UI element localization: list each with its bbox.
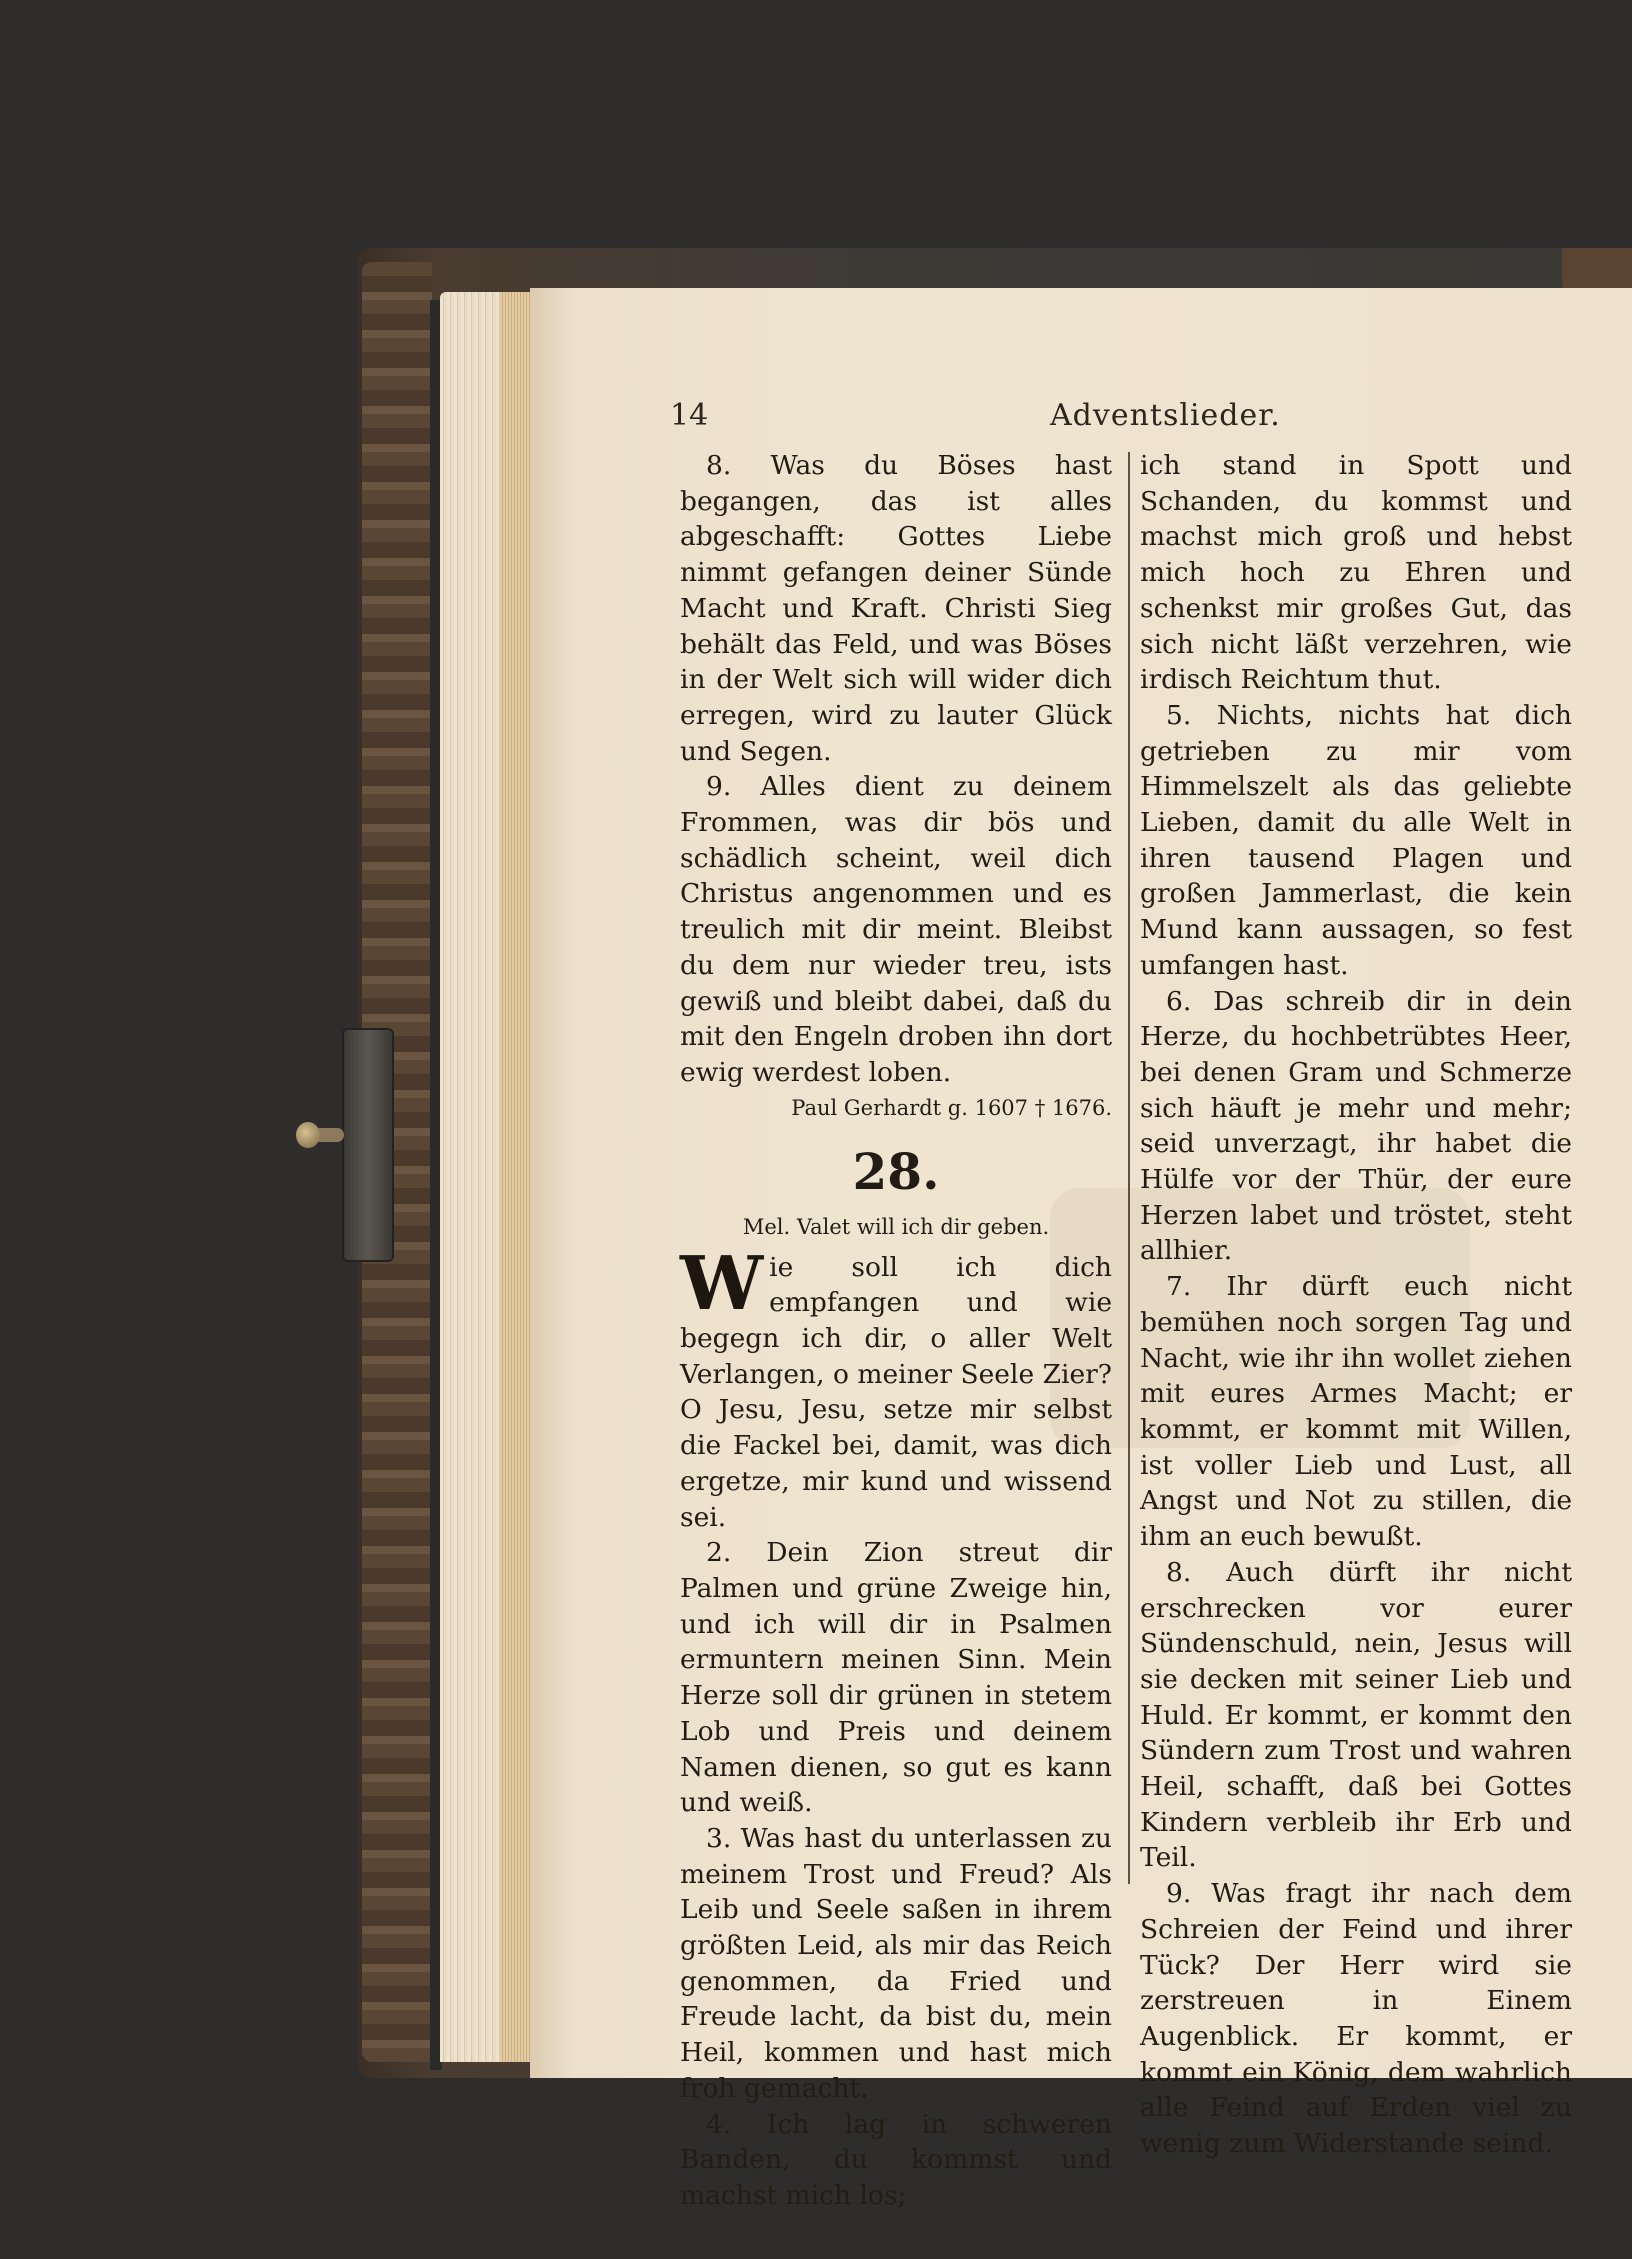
verse-paragraph: 8. Auch dürft ihr nicht erschrecken vor eurer Sündenschuld, nein, Jesus will sie decken mit seiner Lieb und Huld. Er kommt, er kommt den Sündern zum Trost und wahren Heil, schafft, daß bei Gottes Kindern verbleib ihr Erb und Teil. (1140, 1556, 1572, 1874)
verse-paragraph (680, 1240, 1113, 1536)
running-title: Adventslieder. (1050, 398, 1281, 433)
left-column (680, 448, 1112, 2214)
page-stack (440, 292, 532, 2062)
hymn-number: 28. (852, 1141, 940, 1201)
verse-paragraph: 7. Ihr dürft euch nicht bemühen noch sorgen Tag und Nacht, wie ihr ihn wollet ziehen mit eures Armes Macht; er kommt, er kommt mit Willen, ist voller Lieb und Lust, all Angst und Not zu stillen, die ihm an euch bewußt. (1140, 1271, 1572, 1553)
verse-paragraph: 9. Alles dient zu deinem Frommen, was dir bös und schädlich scheint, weil dich Christus angenommen und es treulich mit dir meint. Bleibst du dem nur wieder treu, ists gewiß und bleibt dabei, daß du mit den Engeln droben ihn dort ewig werdest loben. (680, 771, 1112, 1088)
melody-line: Mel. Valet will ich dir geben. (742, 1214, 1050, 1239)
verse-paragraph: ich stand in Spott und Schanden, du kommst und machst mich groß und hebst mich hoch zu Ehren und schenkst mir großes Gut, das sich nicht läßt verzehren, wie irdisch Reichtum thut. (1140, 450, 1572, 696)
verse-paragraph: 2. Dein Zion streut dir Palmen und grüne Zweige hin, und ich will dir in Psalmen ermuntern meinen Sinn. Mein Herze soll dir grünen in stetem Lob und Preis und deinem Namen dienen, so gut es kann und weiß. (680, 1537, 1112, 1819)
verse-text: ie soll ich dich empfangen und wie begegn ich dir, o aller Welt Verlangen, o meiner Seele Zier? O Jesu, Jesu, setze mir selbst die Fackel bei, damit, was dich ergetze, mir kund und wissend sei. (680, 1251, 1113, 1533)
page-number: 14 (670, 398, 709, 433)
verse-paragraph: 8. Was du Böses hast begangen, das ist alles abgeschafft: Gottes Liebe nimmt gefangen deiner Sünde Macht und Kraft. Christi Sieg behält das Feld, und was Böses in der Welt sich will wider dich erregen, wird zu lauter Glück und Segen. (680, 450, 1112, 767)
page-edges (500, 292, 530, 2062)
author-attribution: Paul Gerhardt g. 1607 † 1676. (791, 1095, 1112, 1120)
verse-paragraph: 3. Was hast du unterlassen zu meinem Trost und Freud? Als Leib und Seele saßen in ihrem größten Leid, als mir das Reich genommen, da Fried und Freude lacht, da bist du, mein Heil, kommen und hast mich froh gemacht. (680, 1822, 1112, 2104)
verse-paragraph: 5. Nichts, nichts hat dich getrieben zu mir vom Himmelszelt als das geliebte Lieben, damit du alle Welt in ihren tausend Plagen und großen Jammerlast, die kein Mund kann aussagen, so fest umfangen hast. (1140, 699, 1572, 981)
right-column (1140, 448, 1572, 2162)
verse-paragraph: 9. Was fragt ihr nach dem Schreien der Feind und ihrer Tück? Der Herr wird sie zerstreuen in Einem Augenblick. Er kommt, er kommt ein König, dem wahrlich alle Feind auf Erden viel zu wenig zum Widerstande seind. (1140, 1878, 1572, 2160)
column-divider (1128, 452, 1130, 1884)
verse-paragraph: 6. Das schreib dir in dein Herze, du hochbetrübtes Heer, bei denen Gram und Schmerze sich häuft je mehr und mehr; seid unverzagt, ihr habet die Hülfe vor der Thür, der eure Herzen labet und tröstet, steht allhier. (1140, 985, 1572, 1267)
verse-paragraph: 4. Ich lag in schweren Banden, du kommst und machst mich los; (680, 2108, 1112, 2211)
book-clasp (344, 1030, 392, 1260)
drop-cap: W (680, 1240, 764, 1327)
clasp-knob-icon (296, 1122, 320, 1148)
